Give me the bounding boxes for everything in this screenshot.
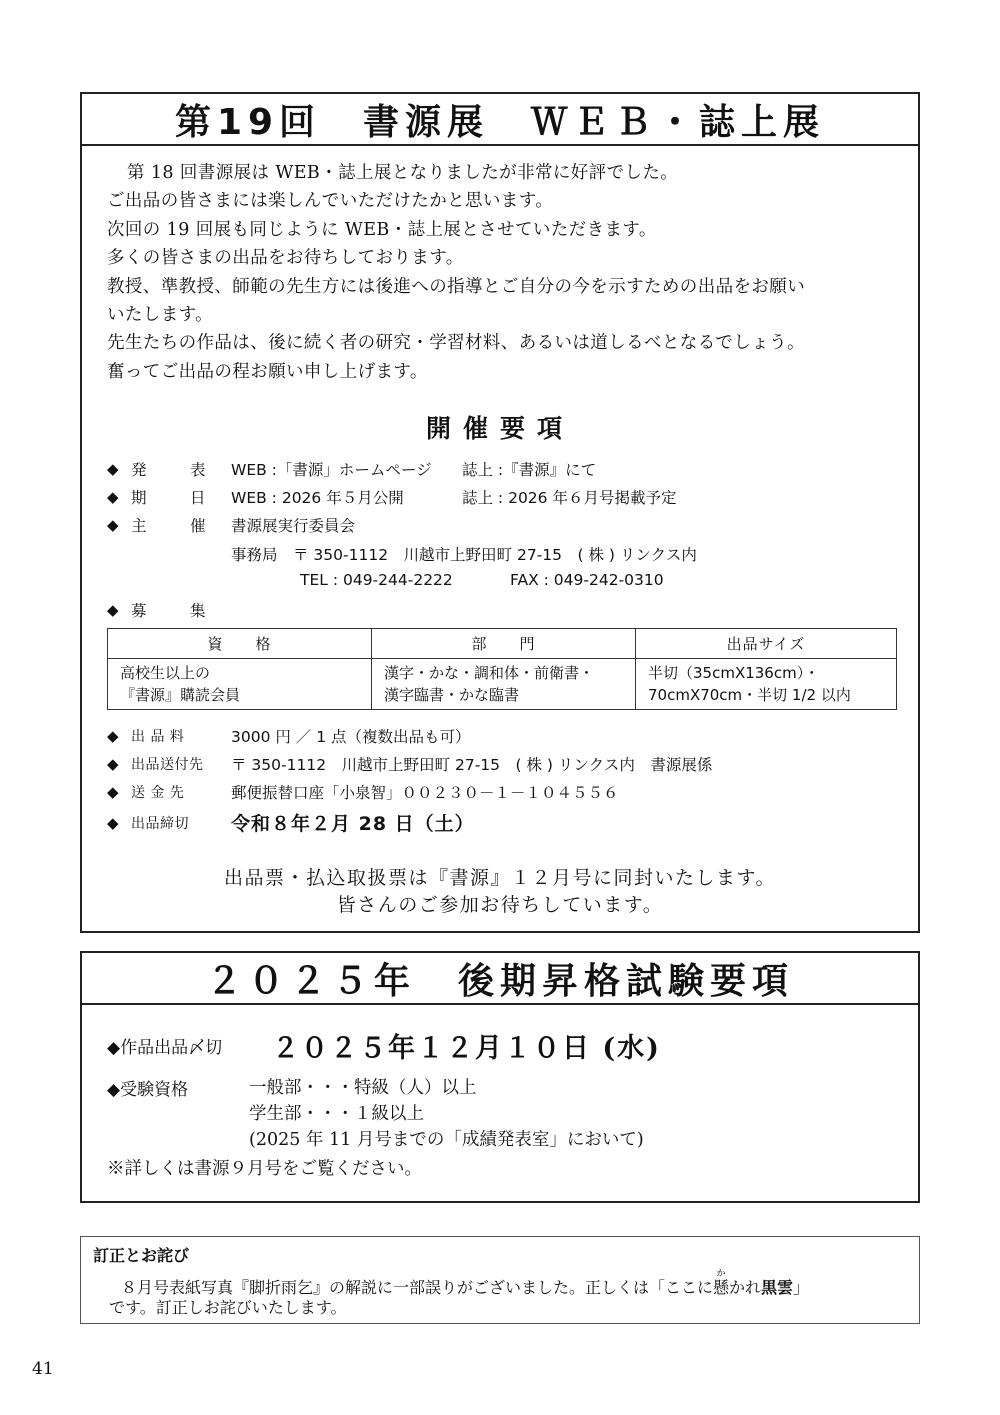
ruby-base: 懸 xyxy=(713,1278,730,1297)
exam-deadline-value: ２０２５年１２月１０日 (水) xyxy=(272,1033,661,1064)
closing-line: 皆さんのご参加お待ちしています。 xyxy=(336,894,664,916)
bullet-icon: ◆ xyxy=(107,755,119,773)
organizer-row xyxy=(107,514,355,536)
publication-label: 発 表 xyxy=(131,461,220,479)
cell-line: 漢字臨書・かな臨書 xyxy=(384,686,520,704)
exam-deadline-label: ◆作品出品〆切 xyxy=(107,1038,223,1058)
organizer-label: 主 催 xyxy=(131,517,220,535)
fax: FAX : 049-242-0310 xyxy=(510,571,664,589)
correction-text: ８月号表紙写真『脚折雨乞』の解説に一部誤りがございました。正しくは「ここに xyxy=(121,1278,714,1297)
bullet-icon: ◆ xyxy=(107,488,119,506)
office-row xyxy=(231,543,697,565)
table-cell xyxy=(108,659,372,710)
cell-line: 漢字・かな・調和体・前衛書・ xyxy=(384,664,595,682)
fee-value: 3000 円 ／ 1 点（複数出品も可） xyxy=(231,728,471,746)
closing-line: 出品票・払込取扱票は『書源』１２月号に同封いたします。 xyxy=(224,867,776,889)
intro-line: 先生たちの作品は、後に続く者の研究・学習材料、あるいは道しるべとなるでしょう。 xyxy=(107,333,805,354)
exam-note: ※詳しくは書源９月号をご覧ください。 xyxy=(107,1159,422,1179)
period-label: 期 日 xyxy=(131,489,220,507)
exam-qualification: 学生部・・・１級以上 xyxy=(249,1104,424,1124)
deadline-value: 令和８年２月 28 日（土） xyxy=(231,813,475,835)
payment-value: 郵便振替口座「小泉智」００２３０－１－１０４５５６ xyxy=(231,784,619,802)
fee-row xyxy=(107,725,471,747)
exhibition-section xyxy=(80,92,920,933)
ruby-text: か xyxy=(713,1269,730,1279)
bullet-icon: ◆ xyxy=(107,460,119,478)
cell-line: 70cmX70cm・半切 1/2 以内 xyxy=(648,686,851,704)
cell-line: 高校生以上の xyxy=(120,664,211,682)
table-cell xyxy=(636,659,897,710)
table-row xyxy=(108,659,897,710)
bullet-icon: ◆ xyxy=(107,601,119,619)
recruit-label: 募 集 xyxy=(131,602,220,620)
exam-qualification-label: ◆受験資格 xyxy=(107,1080,189,1100)
correction-bold: 黒雲 xyxy=(761,1278,794,1297)
correction-text: かれ xyxy=(729,1278,762,1297)
exam-title: ２０２５年 後期昇格試験要項 xyxy=(82,953,918,1005)
intro-line: いたします。 xyxy=(107,305,213,326)
recruit-row xyxy=(107,599,231,621)
fee-label: 出 品 料 xyxy=(131,729,185,745)
send-to-value: 〒 350-1112 川越市上野田町 27-15 ( 株 ) リンクス内 書源展係 xyxy=(231,756,713,774)
section-heading: 開催要項 xyxy=(425,414,574,443)
payment-label: 送 金 先 xyxy=(131,785,185,801)
table-header: 出品サイズ xyxy=(636,629,897,659)
period-web: WEB : 2026 年５月公開 xyxy=(231,489,404,507)
deadline-label: 出品締切 xyxy=(131,815,189,832)
table-header: 資 格 xyxy=(108,629,372,659)
table-header-row xyxy=(108,629,897,659)
correction-text: 」 xyxy=(793,1278,810,1297)
intro-line: 第 18 回書源展は WEB・誌上展となりましたが非常に好評でした。 xyxy=(127,163,679,183)
office-address: 事務局 〒 350-1112 川越市上野田町 27-15 ( 株 ) リンクス内 xyxy=(231,546,697,564)
intro-line: ご出品の皆さまには楽しんでいただけたかと思います。 xyxy=(107,191,554,212)
publication-magazine: 誌上 :『書源』にて xyxy=(462,461,597,479)
correction-section xyxy=(80,1236,920,1324)
period-row xyxy=(107,486,677,508)
contact-row xyxy=(300,571,664,589)
correction-ruby xyxy=(713,1269,730,1297)
send-to-label: 出品送付先 xyxy=(131,757,204,773)
cell-line: 半切（35cmX136cm）・ xyxy=(648,664,820,682)
bullet-icon: ◆ xyxy=(107,783,119,801)
correction-line xyxy=(121,1269,809,1298)
bullet-icon: ◆ xyxy=(107,727,119,745)
page-number: 41 xyxy=(32,1359,54,1379)
recruit-table xyxy=(107,628,897,710)
correction-heading: 訂正とお詫び xyxy=(93,1246,190,1265)
exam-qualification: (2025 年 11 月号までの「成績発表室」において) xyxy=(249,1130,644,1150)
publication-row xyxy=(107,458,597,480)
period-magazine: 誌上 : 2026 年６月号掲載予定 xyxy=(462,489,677,507)
tel: TEL : 049-244-2222 xyxy=(300,571,453,589)
bullet-icon: ◆ xyxy=(107,813,119,832)
table-header: 部 門 xyxy=(372,629,636,659)
bullet-icon: ◆ xyxy=(107,516,119,534)
exam-qualification: 一般部・・・特級（人）以上 xyxy=(249,1078,477,1098)
publication-web: WEB :「書源」ホームページ xyxy=(231,461,432,479)
deadline-row xyxy=(107,809,475,836)
cell-line: 『書源』購読会員 xyxy=(120,686,241,704)
send-to-row xyxy=(107,753,712,775)
exhibition-title: 第19回 書源展 ＷＥＢ・誌上展 xyxy=(82,94,918,146)
payment-row xyxy=(107,781,619,803)
correction-line: です。訂正しお詫びいたします。 xyxy=(109,1298,347,1317)
intro-line: 次回の 19 回展も同じように WEB・誌上展とさせていただきます。 xyxy=(107,219,657,240)
organizer-name: 書源展実行委員会 xyxy=(231,517,356,535)
intro-line: 多くの皆さまの出品をお待ちしております。 xyxy=(107,248,464,269)
table-cell xyxy=(372,659,636,710)
exam-section xyxy=(80,951,920,1203)
intro-line: 奮ってご出品の程お願い申し上げます。 xyxy=(107,361,428,382)
exhibition-intro xyxy=(107,159,907,386)
intro-line: 教授、準教授、師範の先生方には後進への指導とご自分の今を示すための出品をお願い xyxy=(107,276,806,297)
